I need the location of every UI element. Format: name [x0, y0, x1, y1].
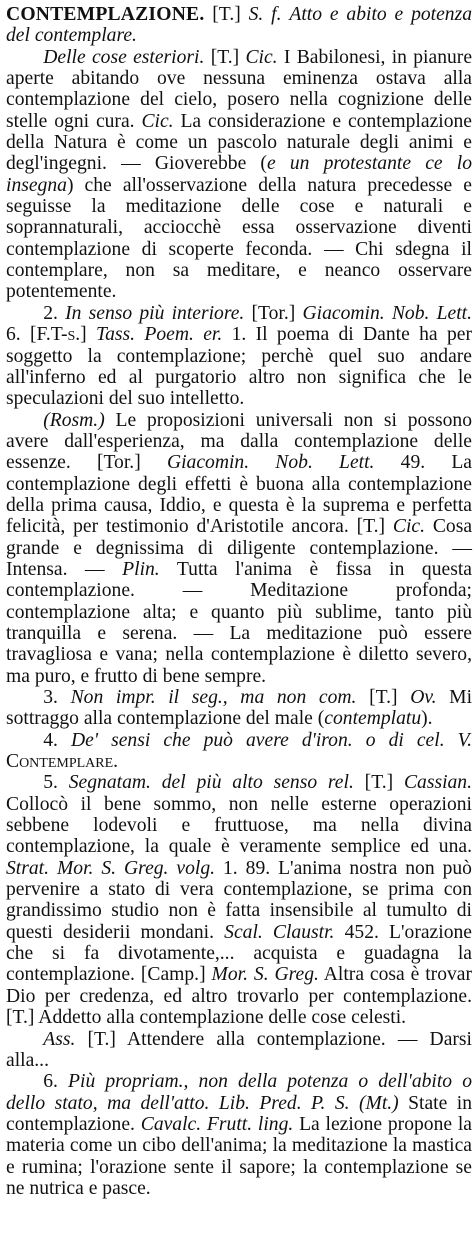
sense-6 — [6, 1071, 472, 1199]
sense-label: In senso più interiore. — [65, 302, 245, 324]
sense-3 — [6, 687, 472, 730]
citation-text: Tutta l'anima è fissa in questa contemplazione. — Meditazione profonda; contemplazione alta; e quanto più sublime, tanto più tranquilla e serena. — La meditazione può essere travagliosa e vana; nella contemplazione è diletto severo, ma puro, e frutto di bene sempre. — [6, 558, 472, 687]
source-tag: [T.] — [356, 516, 386, 538]
sense-5 — [6, 772, 472, 1028]
sense-2-continued — [6, 410, 472, 687]
part-of-speech: S. f. — [248, 4, 282, 25]
citation-source: Strat. Mor. S. Greg. volg. — [6, 857, 216, 879]
citation-text: La considerazione e contemplazione della Natura è come un pascolo naturale degli animi e degl'ingegni. — Gioverebbe ( — [6, 110, 472, 175]
citation-text: Attendere alla contemplazione. — Darsi alla... — [6, 1028, 472, 1071]
sense-label: Ass. — [43, 1028, 76, 1050]
citation-text: I Babilonesi, in pianure aperte abitando ove nessuna eminenza ostava alla contemplazione del cielo, posero nella cognizione delle stelle ogni cura. — [6, 46, 473, 132]
sense-number: 5. — [43, 772, 58, 794]
citation-number: 1. 89. — [223, 857, 271, 879]
sense-external — [6, 47, 472, 303]
citation-source: Ov. — [410, 687, 437, 708]
sense-label: Delle cose esteriori. — [43, 46, 205, 68]
citation-source: Cic. — [245, 46, 278, 68]
sense-label: Non impr. il seg., ma non com. — [70, 687, 357, 708]
citation-text: La lezione propone la materia come un cibo dell'anima; la meditazione la mastica e rumina; l'orazione sente il sapore; la contemplazione se ne nutrica e pasce. — [6, 1113, 473, 1199]
sense-4 — [6, 730, 472, 773]
definition: Atto e abito e potenza del contemplare. — [6, 4, 473, 47]
source-tag: [Tor.] — [251, 302, 296, 324]
citation-text: L'orazione che si fa divotamente,... acquista e guadagna la contemplazione. — [6, 921, 472, 986]
citation-source: (Rosm.) — [43, 409, 105, 431]
citation-source: Lib. Pred. P. S. — [218, 1092, 350, 1114]
source-tag: [T.] — [369, 687, 398, 708]
citation-source: Cavalc. Frutt. ling. — [140, 1113, 294, 1135]
citation-number: 49. — [400, 452, 426, 474]
see-also-marker: V. — [457, 729, 473, 751]
sense-number: 6. — [43, 1071, 58, 1093]
citation-number: 1. — [231, 324, 247, 346]
cross-reference: Contemplare. — [6, 751, 119, 773]
citation-text: ). — [421, 708, 433, 730]
citation-source: Cassian. — [403, 772, 473, 794]
source-tag: [Tor.] — [96, 452, 141, 474]
latin-form: contemplatu — [324, 708, 422, 730]
citation-number: 6. — [6, 324, 21, 346]
citation-text: Altra cosa è trovar Dio per credenza, ed altro trovarlo per contemplazione. — [6, 964, 473, 1007]
citation-text: Le proposizioni universali non si possono avere dall'esperienza, ma dalla contemplazione delle essenze. — [6, 409, 472, 474]
source-tag: [Camp.] — [140, 964, 206, 986]
headword: CONTEMPLAZIONE. — [6, 4, 205, 25]
source-tag: [T.] — [364, 772, 394, 794]
sense-label: Segnatam. del più alto senso rel. — [68, 772, 354, 794]
source-tag: [T.] — [6, 1007, 35, 1029]
sense-label: De' sensi che può avere d'iron. o di cel. — [71, 729, 445, 751]
citation-text: Il poema di Dante ha per soggetto la contemplazione; perchè quel suo andare all'inferno ed al purgatorio altro non significa che le speculazioni del suo intelletto. — [6, 324, 472, 410]
citation-text: Collocò il bene sommo, non nelle esterne operazioni sebbene lodevoli e fruttuose, ma nella divina contemplazione, la quale è veramente semplice ed una. — [6, 793, 472, 858]
citation-source: Plin. — [122, 558, 160, 580]
citation-text: State in contemplazione. — [6, 1092, 472, 1135]
citation-source: Cic. — [141, 110, 174, 132]
citation-source: Giacomin. Nob. Lett. — [302, 302, 472, 324]
citation-text: ) che all'osservazione della natura precedesse e seguisse la meditazione delle cose e naturali e soprannaturali, acciocchè essa osservazione diventi contemplazione di scoperte feconda. — Chi sdegna il contemplare, non sa meditare, e neanco osservare potentemente. — [6, 174, 472, 303]
source-tag: [F.T-s.] — [30, 324, 87, 346]
citation-aside: e un protestante ce lo insegna — [6, 153, 473, 196]
source-tag: (Mt.) — [358, 1092, 399, 1114]
sense-5-absolute — [6, 1029, 472, 1072]
citation-text: Cosa grande e degnissima di diligente contemplazione. — Intensa. — — [6, 516, 473, 580]
citation-source: Scal. Claustr. — [224, 921, 335, 943]
sense-number: 3. — [43, 687, 58, 708]
citation-source: Tass. Poem. er. — [96, 324, 223, 346]
citation-source: Giacomin. Nob. Lett. — [166, 452, 375, 474]
citation-text: Addetto alla contemplazione delle cose celesti. — [38, 1007, 407, 1029]
citation-source: Mor. S. Greg. — [211, 964, 319, 986]
entry-heading — [6, 4, 472, 47]
citation-text: L'anima nostra non può pervenire a stato di vera contemplazione, se prima con grandissimo studio non è fatta insensibile al tumulto di questi desiderii mondani. — [6, 857, 472, 943]
citation-source: Cic. — [392, 516, 425, 538]
citation-text: Mi sottraggo alla contemplazione del male ( — [6, 687, 473, 730]
sense-number: 2. — [43, 302, 58, 324]
source-tag: [T.] — [210, 46, 240, 68]
citation-number: 452. — [344, 921, 379, 943]
source-tag: [T.] — [212, 4, 241, 25]
source-tag: [T.] — [87, 1028, 116, 1050]
sense-label: Più propriam., non della potenza o dell'abito o dello stato, ma dell'atto. — [6, 1071, 472, 1114]
sense-number: 4. — [43, 729, 58, 751]
citation-text: La contemplazione degli effetti è buona alla contemplazione della prima causa, Iddio, e questa è la suprema e perfetta felicità, per testimonio d'Aristotile ancora. — [6, 452, 473, 538]
sense-2 — [6, 303, 472, 410]
